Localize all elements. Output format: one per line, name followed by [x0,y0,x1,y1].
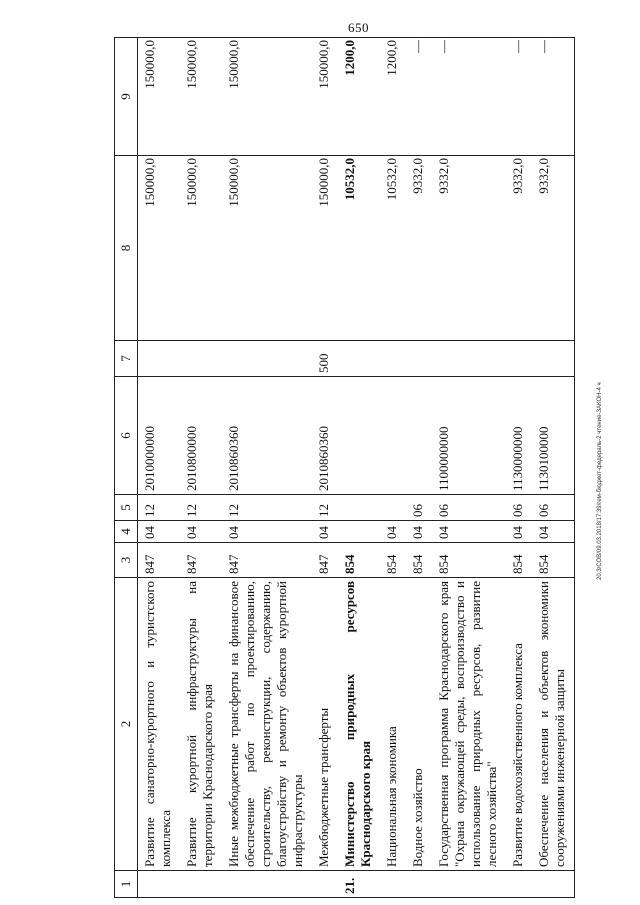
amount-cell: 9332,0 [432,156,506,341]
rz-code-cell: 04 [406,521,432,543]
ved-code-cell: 854 [406,543,432,578]
vr-code-cell [380,341,406,377]
vr-code-cell [406,341,432,377]
table-row [138,38,181,898]
table-row [338,38,380,898]
header-cell: 1 [115,871,138,898]
amount-cell: 9332,0 [406,156,432,341]
amount-cell: 1200,0 [380,38,406,156]
amount-cell: — [432,38,506,156]
pr-code-cell: 12 [180,495,222,521]
row-number-cell: 21. [338,871,380,898]
rotated-budget-table [114,38,614,898]
ved-code-cell: 847 [222,543,312,578]
table-row [432,38,506,898]
name-cell: Национальная экономика [380,578,406,871]
header-cell: 2 [115,578,138,871]
row-number-cell [432,871,506,898]
name-cell: Иные межбюджетные трансферты на финансовое обеспечение работ по проектированию, строительству, реконструкции, содержанию, благоустройству и ремонту объектов курортной инфраструктуры [222,578,312,871]
row-number-cell [532,871,575,898]
row-number-cell [180,871,222,898]
amount-cell: 150000,0 [312,156,338,341]
rz-code-cell: 04 [138,521,181,543]
amount-cell: 9332,0 [506,156,532,341]
pr-code-cell: 12 [312,495,338,521]
table-row [532,38,575,898]
vr-code-cell [138,341,181,377]
amount-cell: 150000,0 [180,156,222,341]
table-header-row [115,38,138,898]
amount-cell: 150000,0 [138,156,181,341]
ved-code-cell: 847 [312,543,338,578]
header-cell: 6 [115,377,138,495]
table-row [380,38,406,898]
pr-code-cell: 06 [406,495,432,521]
ved-code-cell: 854 [380,543,406,578]
ved-code-cell: 854 [338,543,380,578]
vr-code-cell [506,341,532,377]
vr-code-cell [532,341,575,377]
csr-code-cell: 1100000000 [432,377,506,495]
csr-code-cell: 2010000000 [138,377,181,495]
rz-code-cell: 04 [180,521,222,543]
amount-cell: 9332,0 [532,156,575,341]
table-body [138,38,575,898]
pr-code-cell: 06 [506,495,532,521]
amount-cell: 10532,0 [380,156,406,341]
header-cell: 3 [115,543,138,578]
vr-code-cell: 500 [312,341,338,377]
rz-code-cell: 04 [222,521,312,543]
name-cell: Государственная программа Краснодарского края "Охрана окружающей среды, воспроизводство и использование природных ресурсов, развитие лесного хозяйства" [432,578,506,871]
name-cell: Развитие водохозяйственного комплекса [506,578,532,871]
vr-code-cell [432,341,506,377]
vr-code-cell [180,341,222,377]
rz-code-cell: 04 [532,521,575,543]
amount-cell: 150000,0 [138,38,181,156]
row-number-cell [138,871,181,898]
footer-code: 20.3/СОВ/09.03.2018/17:39/гем-бюджет-федераль-2 чтение-ЗАКОН-4 ч [597,382,603,580]
row-number-cell [406,871,432,898]
header-cell: 4 [115,521,138,543]
pr-code-cell [380,495,406,521]
row-number-cell [222,871,312,898]
ved-code-cell: 854 [532,543,575,578]
table-row [312,38,338,898]
row-number-cell [312,871,338,898]
amount-cell: — [406,38,432,156]
table-row [180,38,222,898]
name-cell: Обеспечение населения и объектов экономики сооружениями инженерной защиты [532,578,575,871]
header-cell: 8 [115,156,138,341]
rz-code-cell [338,521,380,543]
amount-cell: 150000,0 [312,38,338,156]
header-cell: 7 [115,341,138,377]
ved-code-cell: 847 [138,543,181,578]
csr-code-cell: 2010860360 [312,377,338,495]
csr-code-cell: 1130000000 [506,377,532,495]
header-cell: 9 [115,38,138,156]
amount-cell: 1200,0 [338,38,380,156]
pr-code-cell: 12 [222,495,312,521]
pr-code-cell: 12 [138,495,181,521]
header-cell: 5 [115,495,138,521]
ved-code-cell: 854 [432,543,506,578]
csr-code-cell: 2010860360 [222,377,312,495]
rz-code-cell: 04 [432,521,506,543]
pr-code-cell [338,495,380,521]
vr-code-cell [338,341,380,377]
ved-code-cell: 854 [506,543,532,578]
pr-code-cell: 06 [432,495,506,521]
name-cell: Развитие курортной инфраструктуры на территории Краснодарского края [180,578,222,871]
csr-code-cell [380,377,406,495]
csr-code-cell [406,377,432,495]
table-row [222,38,312,898]
amount-cell: — [506,38,532,156]
vr-code-cell [222,341,312,377]
amount-cell: 10532,0 [338,156,380,341]
rz-code-cell: 04 [312,521,338,543]
name-cell: Водное хозяйство [406,578,432,871]
name-cell: Развитие санаторно-курортного и туристского комплекса [138,578,181,871]
budget-table [114,37,575,898]
row-number-cell [506,871,532,898]
amount-cell: 150000,0 [222,38,312,156]
ved-code-cell: 847 [180,543,222,578]
table-row [506,38,532,898]
page-number: 650 [348,20,369,35]
csr-code-cell [338,377,380,495]
rz-code-cell: 04 [380,521,406,543]
csr-code-cell: 2010800000 [180,377,222,495]
rz-code-cell: 04 [506,521,532,543]
amount-cell: — [532,38,575,156]
pr-code-cell: 06 [532,495,575,521]
row-number-cell [380,871,406,898]
name-cell: Межбюджетные трансферты [312,578,338,871]
amount-cell: 150000,0 [180,38,222,156]
amount-cell: 150000,0 [222,156,312,341]
csr-code-cell: 1130100000 [532,377,575,495]
table-row [406,38,432,898]
name-cell: Министерство природных ресурсов Краснодарского края [338,578,380,871]
